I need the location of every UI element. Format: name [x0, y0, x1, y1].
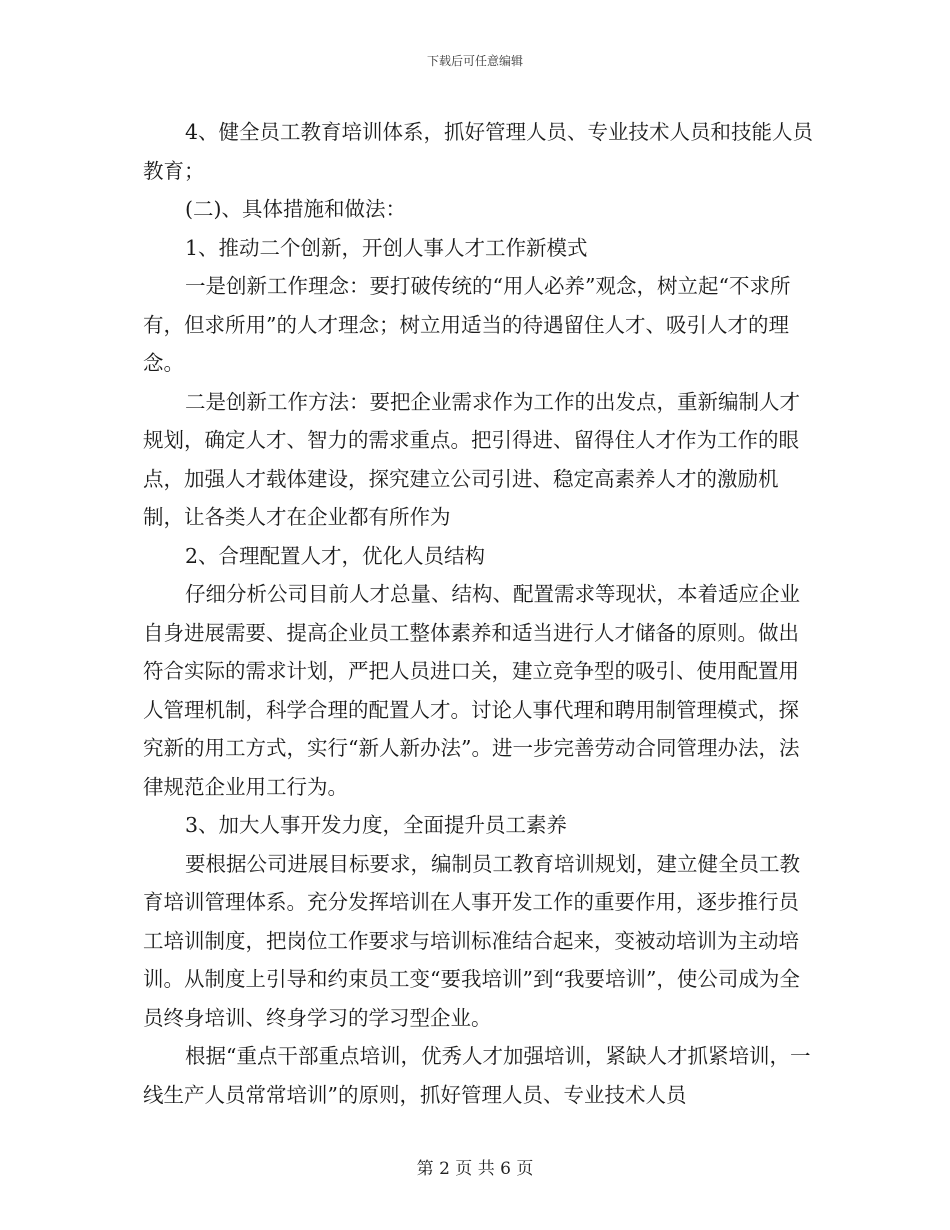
subheading-1: 1、推动二个创新，开创人事人才工作新模式	[185, 235, 588, 260]
paragraph-work-method: 二是创新工作方法：要把企业需求作为工作的出发点，重新编制人才规划，确定人才、智力的需求重点。把引得进、留得住人才作为工作的眼点，加强人才载体建设，探究建立公司引进、稳定高素养人才的激励机制，让各类人才在企业都有所作为	[143, 389, 800, 529]
paragraph-staff-structure: 仔细分析公司目前人才总量、结构、配置需求等现状，本着适应企业自身进展需要、提高企业员工整体素养和适当进行人才储备的原则。做出符合实际的需求计划，严把人员进口关，建立竞争型的吸引、使用配置用人管理机制，科学合理的配置人才。讨论人事代理和聘用制管理模式，探究新的用工方式，实行“新人新办法”。进一步完善劳动合同管理办法，法律规范企业用工行为。	[143, 582, 800, 799]
paragraph-work-concept: 一是创新工作理念：要打破传统的“用人必养”观念，树立起“不求所有，但求所用”的人才理念；树立用适当的待遇留住人才、吸引人才的理念。	[143, 274, 791, 375]
subheading-3: 3、加大人事开发力度，全面提升员工素养	[185, 813, 568, 837]
section-heading-measures: (二)、具体措施和做法：	[185, 197, 406, 221]
paragraph-item-4: 4、健全员工教育培训体系，抓好管理人员、专业技术人员和技能人员教育；	[143, 120, 814, 183]
document-body	[143, 113, 815, 1114]
subheading-2: 2、合理配置人才，优化人员结构	[185, 543, 486, 568]
paragraph-training-plan: 要根据公司进展目标要求，编制员工教育培训规划，建立健全员工教育培训管理体系。充分发挥培训在人事开发工作的重要作用，逐步推行员工培训制度，把岗位工作要求与培训标准结合起来，变被动培训为主动培训。从制度上引导和约束员工变“要我培训”到“我要培训”，使公司成为全员终身培训、终身学习的学习型企业。	[143, 851, 800, 1030]
page-header: 下载后可任意编辑	[426, 54, 523, 68]
page-number: 第 2 页 共 6 页	[416, 1159, 534, 1179]
paragraph-training-principle: 根据“重点干部重点培训，优秀人才加强培训，紧缺人才抓紧培训，一线生产人员常常培训”的原则，抓好管理人员、专业技术人员	[143, 1044, 811, 1107]
